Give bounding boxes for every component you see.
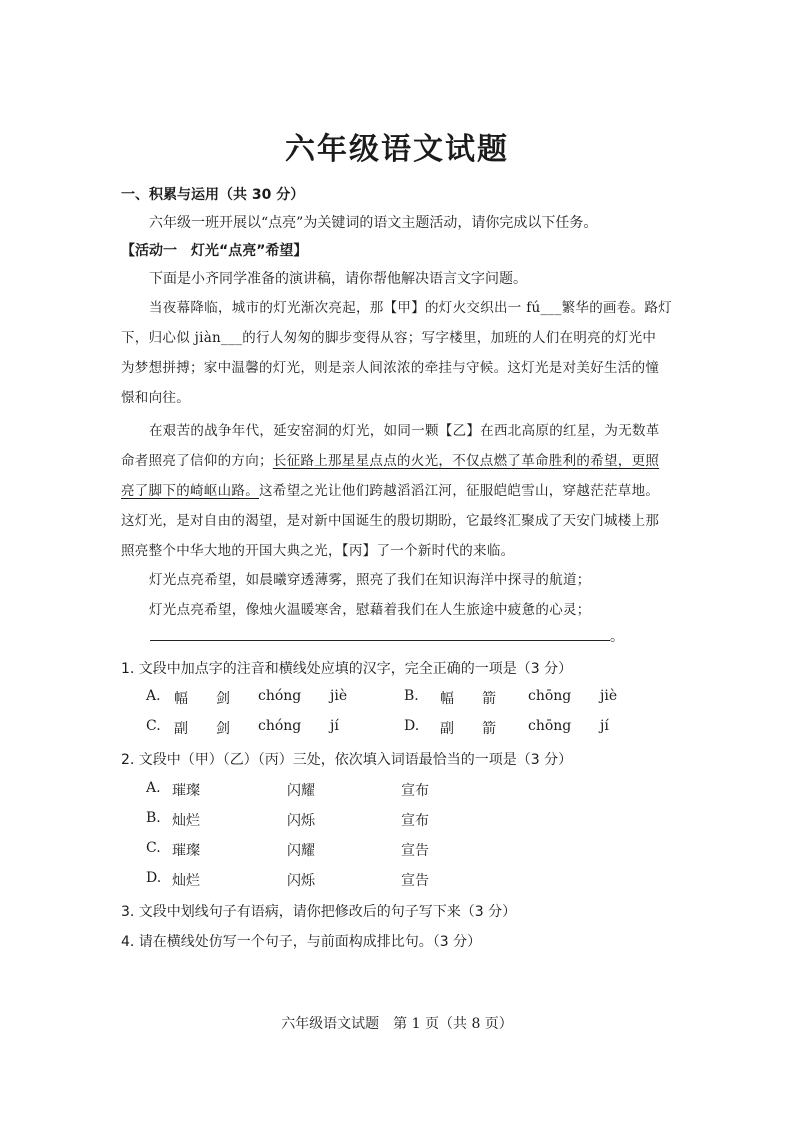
option-value: chōng (528, 688, 572, 704)
option-value: chóng (258, 718, 302, 734)
option-value: 宣告 (401, 843, 429, 859)
option-value: 宣布 (401, 813, 429, 829)
passage-line: 下，归心似 jiàn___的行人匆匆的脚步变得从容；写字楼里，加班的人们在明亮的灯光中 (121, 330, 657, 346)
option-value: 剑 (216, 721, 230, 737)
option-value: 副 (174, 721, 188, 737)
option-value: jiè (600, 688, 618, 704)
underlined-sentence: 亮了脚下的崎岖山路。 (121, 483, 259, 499)
option-letter: C. (146, 840, 161, 856)
option-value: chóng (258, 688, 302, 704)
passage-line: 灯光点亮希望，像烛火温暖寒舍，慰藉着我们在人生旅途中疲惫的心灵； (149, 602, 591, 618)
option-value: 幅 (440, 691, 454, 707)
option-letter: B. (404, 688, 419, 704)
passage-line: 在艰苦的战争年代，延安窑洞的灯光，如同一颗【乙】在西北高原的红星，为无数革 (149, 423, 660, 439)
option-value: 闪耀 (287, 843, 315, 859)
section-heading: 一、积累与运用（共 30 分） (121, 187, 305, 203)
option-value: 璀璨 (172, 783, 200, 799)
question-2: 2. 文段中（甲）（乙）（丙）三处，依次填入词语最恰当的一项是（3 分） (121, 752, 573, 768)
blank-end-mark: 。 (610, 629, 624, 645)
section-intro: 六年级一班开展以“点亮”为关键词的语文主题活动，请你完成以下任务。 (149, 215, 598, 231)
option-value: jí (330, 718, 339, 734)
option-value: 宣布 (401, 783, 429, 799)
passage-text: 这希望之光让他们跨越滔滔江河，征服皑皑雪山，穿越茫茫草地。 (259, 483, 660, 499)
activity-intro: 下面是小齐同学准备的演讲稿，请你帮他解决语言文字问题。 (149, 271, 527, 287)
option-value: 箭 (482, 691, 496, 707)
option-value: 宣告 (401, 873, 429, 889)
option-letter: A. (146, 688, 161, 704)
page-title: 六年级语文试题 (285, 132, 509, 167)
option-value: 璀璨 (172, 843, 200, 859)
passage-line: 照亮整个中华大地的开国大典之光，【丙】了一个新时代的来临。 (121, 543, 515, 559)
option-value: 闪烁 (287, 813, 315, 829)
passage-line (121, 449, 659, 469)
passage-line: 灯光点亮希望，如晨曦穿透薄雾，照亮了我们在知识海洋中探寻的航道； (149, 572, 591, 588)
passage-line (121, 479, 659, 499)
option-value: chōng (528, 718, 572, 734)
passage-text: 命者照亮了信仰的方向； (121, 453, 273, 469)
option-value: 闪烁 (287, 873, 315, 889)
option-value: jiè (330, 688, 348, 704)
passage-line: 这灯光，是对自由的渴望，是对新中国诞生的殷切期盼，它最终汇聚成了天安门城楼上那 (121, 513, 660, 529)
question-4: 4. 请在横线处仿写一个句子，与前面构成排比句。（3 分） (121, 934, 482, 950)
passage-line: 憬和向往。 (121, 390, 190, 406)
option-value: 灿烂 (172, 813, 200, 829)
question-3: 3. 文段中划线句子有语病，请你把修改后的句子写下来（3 分） (121, 904, 517, 920)
passage-line: 当夜幕降临，城市的灯光渐次亮起，那【甲】的灯火交织出一 fú___繁华的画卷。路灯 (149, 300, 673, 316)
page-footer: 六年级语文试题 第 1 页（共 8 页） (281, 1016, 513, 1032)
option-value: jí (600, 718, 609, 734)
option-letter: A. (146, 780, 161, 796)
option-value: 闪耀 (287, 783, 315, 799)
underlined-sentence: 长征路上那星星点点的火光，不仅点燃了革命胜利的希望，更照 (272, 453, 660, 469)
answer-blank-line (150, 640, 610, 641)
question-1: 1. 文段中加点字的注音和横线处应填的汉字，完全正确的一项是（3 分） (121, 661, 573, 677)
option-letter: D. (146, 870, 162, 886)
option-value: 灿烂 (172, 873, 200, 889)
option-value: 剑 (216, 691, 230, 707)
option-value: 幅 (174, 691, 188, 707)
option-letter: C. (146, 718, 161, 734)
option-value: 副 (440, 721, 454, 737)
option-value: 箭 (482, 721, 496, 737)
passage-line: 为梦想拼搏；家中温馨的灯光，则是亲人间浓浓的牵挂与守候。这灯光是对美好生活的憧 (121, 360, 660, 376)
option-letter: D. (404, 718, 420, 734)
activity-heading: 【活动一 灯光“点亮”希望】 (121, 243, 308, 259)
option-letter: B. (146, 810, 161, 826)
